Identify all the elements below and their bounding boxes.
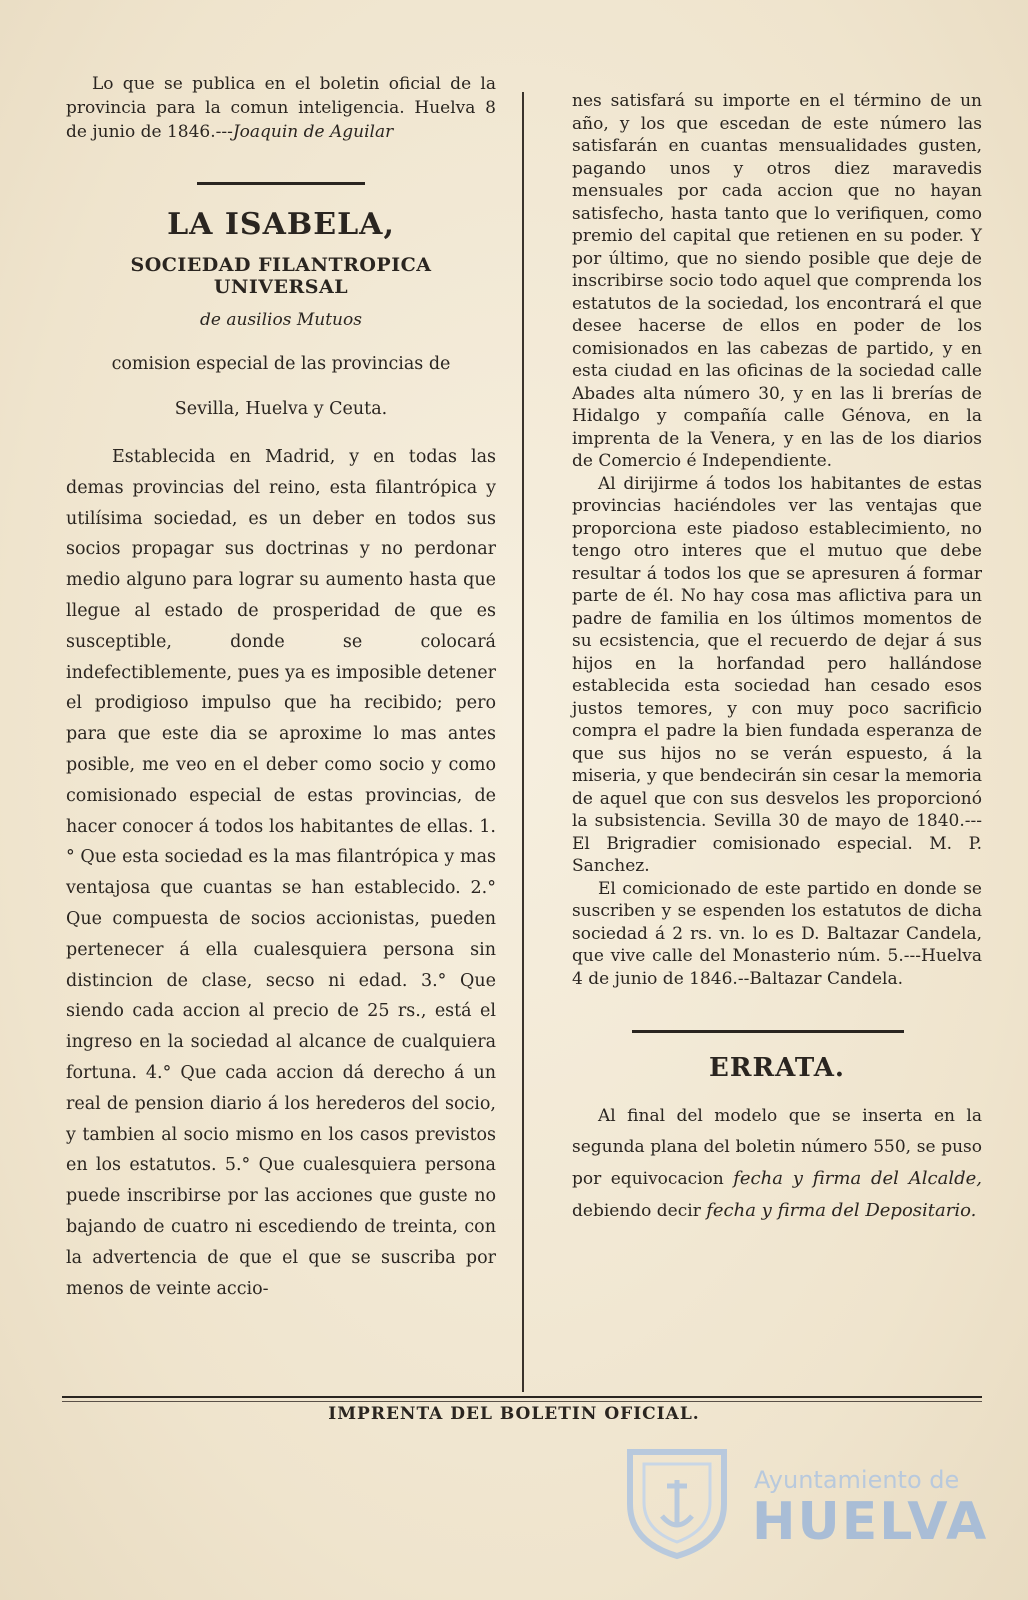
errata-title: ERRATA.	[709, 1053, 845, 1083]
intro-text: Lo que se publica en el boletin oficial de la provincia para la comun inteligencia. Huelva 8 de junio de 1846.---	[66, 74, 496, 142]
article-tagline: de ausilios Mutuos	[200, 310, 362, 330]
printer-imprint: IMPRENTA DEL BOLETIN OFICIAL.	[328, 1404, 700, 1424]
commissioner-paragraph: El comicionado de este partido en donde se suscriben y se espenden los estatutos de dicha sociedad á 2 rs. vn. lo es D. Baltazar Candela, que vive calle del Monasterio núm. 5.---Huelva 4 de junio de 1846.--Baltazar Candela.	[572, 878, 982, 989]
footer-rule-thin	[62, 1401, 982, 1402]
footer-rule	[62, 1396, 982, 1398]
appeal-paragraph: Al dirijirme á todos los habitantes de estas provincias haciéndoles ver las ventajas que proporciona este piadoso establecimiento, no tengo otro interes que el mutuo que debe resultar á todos los que se apresuren á formar parte de él. No hay cosa mas aflictiva para un padre de familia en los últimos momentos de su ecsistencia, que el recuerdo de dejar á sus hijos en la horfandad pero hallándose establecida esta sociedad han cesado esos justos temores, y con muy poco sacrificio compra el padre la bien fundada esperanza de que sus hijos no se verán espuesto, á la miseria, y que bendecirán sin cesar la memoria de aquel que con sus desvelos les proporcionó la subsistencia. Sevilla 30 de mayo de 1840.---El Brigradier comisionado especial. M. P. Sanchez.	[572, 473, 982, 876]
intro-signature: Joaquin de Aguilar	[232, 122, 394, 142]
intro-paragraph	[66, 72, 496, 144]
errata-part-1: Al final del modelo que se inserta en la segunda plana del boletin número 550, se puso por equivocacion	[572, 1106, 982, 1189]
article-subtitle: SOCIEDAD FILANTROPICA UNIVERSAL	[130, 254, 432, 298]
errata-italic-2: fecha y firma del Depositario.	[706, 1200, 977, 1221]
errata-italic-1: fecha y firma del Alcalde,	[733, 1168, 982, 1189]
errata-divider	[632, 1030, 904, 1033]
coat-of-arms-icon	[622, 1442, 732, 1560]
right-column	[572, 90, 982, 1227]
errata-part-2: debiendo decir	[572, 1201, 701, 1221]
errata-text	[572, 1101, 982, 1227]
commission-heading	[66, 342, 496, 432]
watermark	[604, 1440, 989, 1570]
continuation-paragraph: nes satisfará su importe en el término de un año, y los que escedan de este número las satisfarán en cuantas mensualidades gusten, pagando unos y otros diez maravedis mensuales por cada accion que no hayan satisfecho, hasta tanto que lo verifiquen, como premio del capital que retienen en su poder. Y por último, que no siendo posible que deje de inscribirse socio todo aquel que comprenda los estatutos de la sociedad, los encontrará el que desee hacerse de ellos en poder de los comisionados en las cabezas de partido, y en esta ciudad en las oficinas de la sociedad calle Abades alta número 30, y en las li brerías de Hidalgo y compañía calle Génova, en la imprenta de la Venera, y en las de los diarios de Comercio é Independiente.	[572, 91, 982, 471]
watermark-line-2: HUELVA	[752, 1492, 989, 1552]
commission-line-2: Sevilla, Huelva y Ceuta.	[174, 399, 388, 419]
commission-line-1: comision especial de las provincias de	[111, 354, 451, 374]
article-body: Establecida en Madrid, y en todas las demas provincias del reino, esta filantrópica y utilísima sociedad, es un deber en todos sus socios propagar sus doctrinas y no perdonar medio alguno para lograr su aumento hasta que llegue al estado de prosperidad de que es susceptible, donde se colocará indefectiblemente, pues ya es imposible detener el prodigioso impulso que ha recibido; pero para que este dia se aproxime lo mas antes posible, me veo en el deber como socio y como comisionado especial de estas provincias, de hacer conocer á todos los habitantes de ellas. 1.° Que esta sociedad es la mas filantrópica y mas ventajosa que cuantas se han establecido. 2.° Que compuesta de socios accionistas, pueden pertenecer á ella cualesquiera persona sin distincion de clase, secso ni edad. 3.° Que siendo cada accion al precio de 25 rs., está el ingreso en la sociedad al alcance de cualquiera fortuna. 4.° Que cada accion dá derecho á un real de pension diario á los herederos del socio, y tambien al socio mismo en los casos previstos en los estatutos. 5.° Que cualesquiera persona puede inscribirse por las acciones que guste no bajando de cuatro ni escediendo de treinta, con la advertencia de que el que se suscriba por menos de veinte accio-	[66, 447, 496, 1299]
left-column	[66, 72, 496, 1304]
column-divider	[522, 92, 524, 1392]
article-title: LA ISABELA,	[167, 207, 395, 242]
watermark-line-1: Ayuntamiento de	[754, 1466, 960, 1494]
section-divider	[197, 182, 365, 185]
